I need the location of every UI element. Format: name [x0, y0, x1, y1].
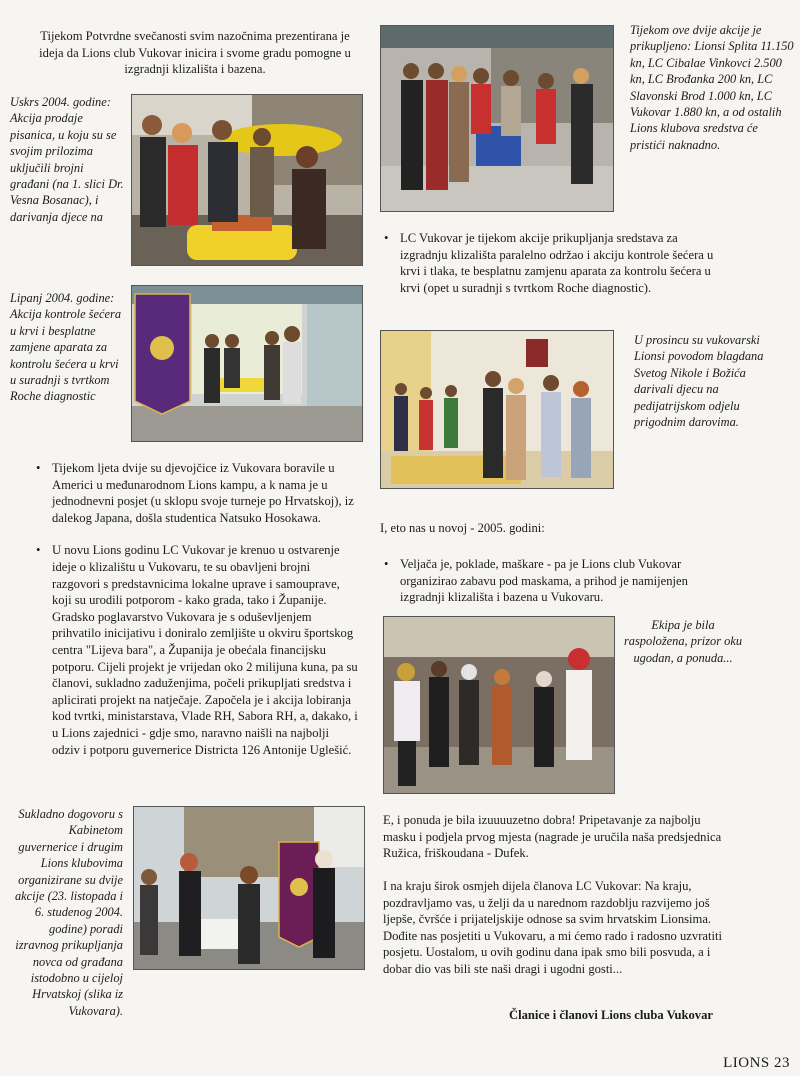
new-year-line: I, eto nas u novoj - 2005. godini:: [380, 521, 545, 535]
caption-collected: Tijekom ove dvije akcije je prikupljeno: Lionsi Splita 11.150 kn, LC Cibalae Vinkovci 2.500 kn, LC Brođanka 200 kn, LC Slavonski Brod 1.000 kn, LC Vukovar 1.880 kn, a od ostalih Lions klubova sredstva će pristići naknadno.: [630, 23, 794, 152]
bullet-sugar-control: • LC Vukovar je tijekom akcije prikupljanja sredstava za izgradnju klizališta paralelno održao i akciju kontrole šećera u krvi i tlaka, te besplatnu zamjenu aparata za kontrolu šećera u krvi (opet u suradnji s tvrtkom Roche diagnostic).: [378, 230, 723, 296]
bullet-masquerade: • Veljača je, poklade, maškare - pa je Lions club Vukovar organizirao zabavu pod maskama, a prihod je namijenjen izgradnji klizališta i bazena u Vukovaru.: [378, 556, 723, 606]
photo-sugar-control: [131, 285, 363, 442]
photo-fundraising-vukovar: [133, 806, 365, 970]
caption-agreement: Sukladno dogovoru s Kabinetom guvernerice i drugim Lions klubovima organizirane su dvije akcije (23. listopada i 6. studenog 2004. godine) poradi izravnog prikupljanja novca od građana istodobno u cijeloj Hrvatskoj (slika iz Vukovara).: [14, 807, 123, 1018]
offer-paragraph: E, i ponuda je bila izuuuuzetno dobra! Pripetavanje za najbolju masku i podjela prvog mjesta (nagrade je uručila naša predsjednica Ružica, friškoudana - Dufek.: [383, 813, 722, 861]
left-bullet-list: [30, 460, 360, 758]
photo-masquerade-party: [383, 616, 615, 794]
photo-fundraising-group: [380, 25, 614, 212]
right-bullet-list-2: [378, 556, 723, 606]
page-footer: LIONS 23: [723, 1055, 790, 1071]
signature: Članice i članovi Lions cluba Vukovar: [509, 1008, 713, 1022]
caption-december: U prosincu su vukovarski Lionsi povodom blagdana Svetog Nikole i Božića darivali djecu na pedijatrijskom odjelu prigodnim darovima.: [634, 333, 764, 430]
caption-team: Ekipa je bila raspoložena, prizor oku ugodan, a ponuda...: [623, 618, 743, 665]
bullet-ice-rink-project: • U novu Lions godinu LC Vukovar je krenuo u ostvarenje ideje o klizalištu u Vukovaru, te su obavljeni brojni razgovori s predstavnicima lokalne uprave i samouprave, koji su urodili potporom - kako grada, tako i Županije. Gradsko poglavarstvo Vukovara je s oduševljenjem prihvatilo inicijativu i doniralo zemljište u okviru športskog centra "Lijeva bara", a Županija je obećala financijsku potporu. Cijeli projekt je vrijedan oko 2 milijuna kuna, pa su članovi, sukladno zaduženjima, počeli prikupljati sredstva i aplicirati projekt na natječaje. Započela je i akcija lobiranja kod tvrtki, ministarstava, Vlade RH, Sabora RH, a, dakako, i u Lions zajednici - gdje smo, naravno naišli na najbolji odziv i potporu guvernerice Districta 126 Antonije Uglešić.: [30, 542, 360, 758]
photo-easter-action: [131, 94, 363, 266]
closing-paragraph: I na kraju širok osmjeh dijela članova LC Vukovar: Na kraju, pozdravljamo vas, u želji da u narednom razdoblju razvijemo još ljepše, čvršće i prijateljskije odnose sa svim hrvatskim Lionsima. Dođite nas posjetiti u Vukovaru, a mi ćemo rado i radosno uzvratiti posjetu. Uostalom, u ovih godinu dana ipak smo bili posvuda, a i dobar dio vas bili ste naši dragi i ugodni gosti...: [383, 879, 722, 976]
bullet-summer-camp: • Tijekom ljeta dvije su djevojčice iz Vukovara boravile u Americi u međunarodnom Lions kampu, a k nama je u jednodnevni posjet (u sklopu svoje turneje po Hrvatskoj), iz dalekog Japana, došla studentica Natsuko Hosokawa.: [30, 460, 360, 526]
photo-december-gifts: [380, 330, 614, 489]
right-bullet-list-1: [378, 230, 723, 296]
caption-easter: Uskrs 2004. godine: Akcija prodaje pisanica, u koju su se svojim prilozima uključili brojni građani (na 1. slici Dr. Vesna Bosanac), i darivanja djece na: [10, 95, 124, 224]
caption-june: Lipanj 2004. godine: Akcija kontrole šećera u krvi i besplatne zamjene aparata za kontrolu šećera u krvi u suradnji s tvrtkom Roche diagnostic: [10, 291, 122, 404]
intro-paragraph: Tijekom Potvrdne svečanosti svim nazočnima prezentirana je ideja da Lions club Vukovar inicira i svome gradu pomogne u izgradnji klizališta i bazena.: [39, 29, 351, 77]
